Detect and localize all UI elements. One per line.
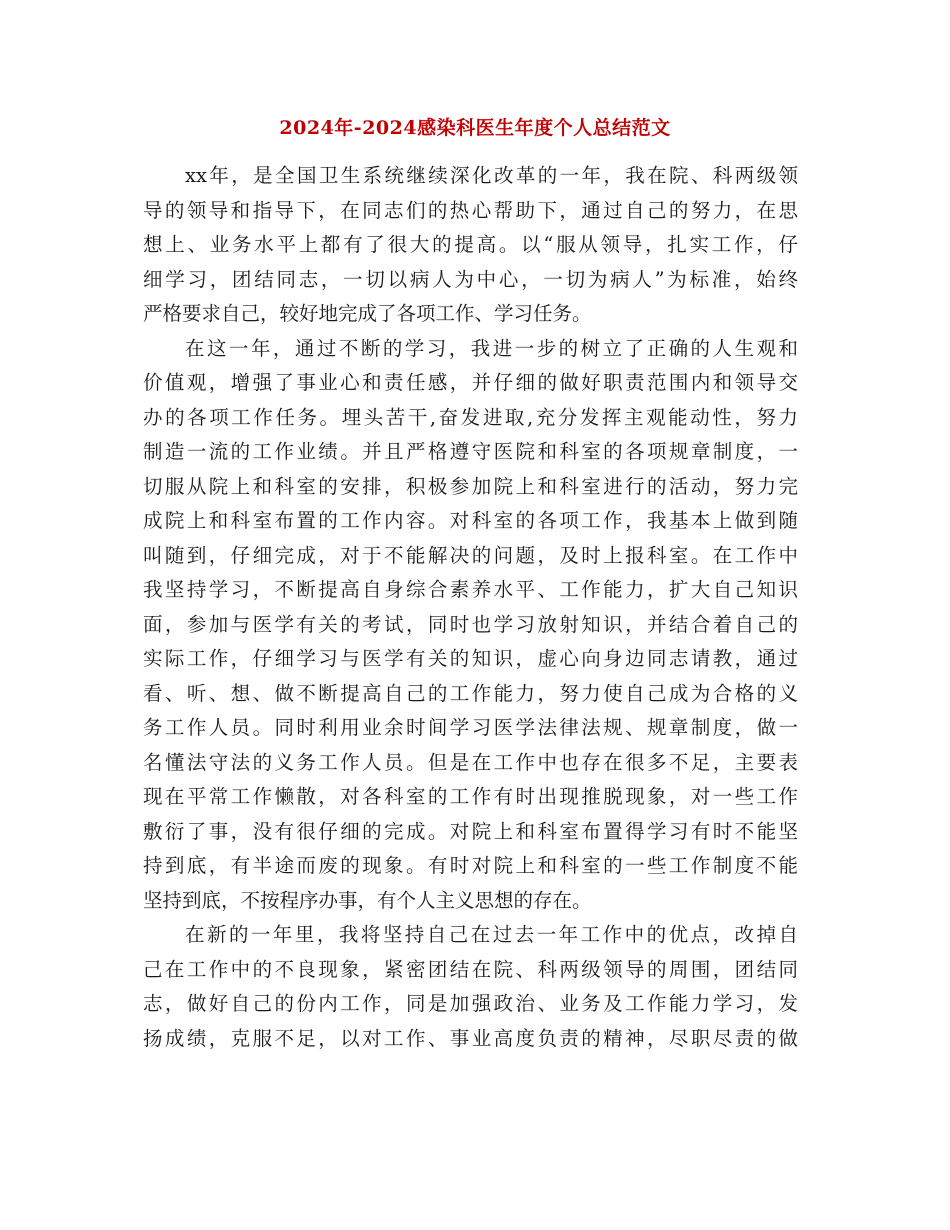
document-body [143, 159, 798, 1056]
paragraph-2 [143, 332, 798, 919]
paragraph-line: 严格要求自己，较好地完成了各项工作、学习任务。 [143, 302, 592, 325]
paragraph-line: 现在平常工作懒散，对各科室的工作有时出现推脱现象，对一些工作 [143, 785, 798, 808]
paragraph-line: 面，参加与医学有关的考试，同时也学习放射知识，并结合着自己的 [143, 612, 798, 636]
paragraph-line: 在这一年，通过不断的学习，我进一步的树立了正确的人生观和 [185, 336, 798, 360]
paragraph-line: xx年，是全国卫生系统继续深化改革的一年，我在院、科两级领 [185, 164, 798, 187]
paragraph-line: 己在工作中的不良现象，紧密团结在院、科两级领导的周围，团结同 [143, 957, 798, 981]
paragraph-line: 想上、业务水平上都有了很大的提高。以“服从领导，扎实工作，仔 [143, 233, 798, 256]
paragraph-line: 实际工作，仔细学习与医学有关的知识，虚心向身边同志请教，通过 [143, 647, 798, 670]
paragraph-1 [143, 159, 798, 332]
paragraph-line: 叫随到，仔细完成，对于不能解决的问题，及时上报科室。在工作中 [143, 543, 798, 567]
paragraph-line: 价值观，增强了事业心和责任感，并仔细的做好职责范围内和领导交 [143, 371, 798, 394]
paragraph-line: 坚持到底，不按程序办事，有个人主义思想的存在。 [143, 888, 592, 912]
paragraph-line: 看、听、想、做不断提高自己的工作能力，努力使自己成为合格的义 [143, 681, 798, 705]
paragraph-line: 细学习，团结同志，一切以病人为中心，一切为病人”为标准，始终 [143, 267, 798, 291]
document-title: 2024年-2024感染科医生年度个人总结范文 [279, 117, 671, 139]
paragraph-line: 导的领导和指导下，在同志们的热心帮助下，通过自己的努力，在思 [143, 198, 798, 222]
paragraph-line: 志，做好自己的份内工作，同是加强政治、业务及工作能力学习，发 [143, 992, 798, 1015]
paragraph-line: 我坚持学习，不断提高自身综合素养水平、工作能力，扩大自己知识 [143, 578, 798, 601]
paragraph-line: 扬成绩，克服不足，以对工作、事业高度负责的精神，尽职尽责的做 [143, 1026, 798, 1050]
paragraph-line: 办的各项工作任务。埋头苦干,奋发进取,充分发挥主观能动性，努力 [143, 405, 798, 429]
paragraph-line: 敷衍了事，没有很仔细的完成。对院上和科室布置得学习有时不能坚 [143, 819, 798, 843]
paragraph-line: 务工作人员。同时利用业余时间学习医学法律法规、规章制度，做一 [143, 716, 798, 739]
paragraph-3 [143, 918, 798, 1056]
paragraph-line: 切服从院上和科室的安排，积极参加院上和科室进行的活动，努力完 [143, 474, 798, 498]
paragraph-line: 成院上和科室布置的工作内容。对科室的各项工作，我基本上做到随 [143, 509, 798, 532]
paragraph-line: 在新的一年里，我将坚持自己在过去一年工作中的优点，改掉自 [185, 923, 798, 946]
paragraph-line: 持到底，有半途而废的现象。有时对院上和科室的一些工作制度不能 [143, 854, 798, 877]
paragraph-line: 制造一流的工作业绩。并且严格遵守医院和科室的各项规章制度，一 [143, 440, 798, 463]
paragraph-line: 名懂法守法的义务工作人员。但是在工作中也存在很多不足，主要表 [143, 750, 798, 774]
